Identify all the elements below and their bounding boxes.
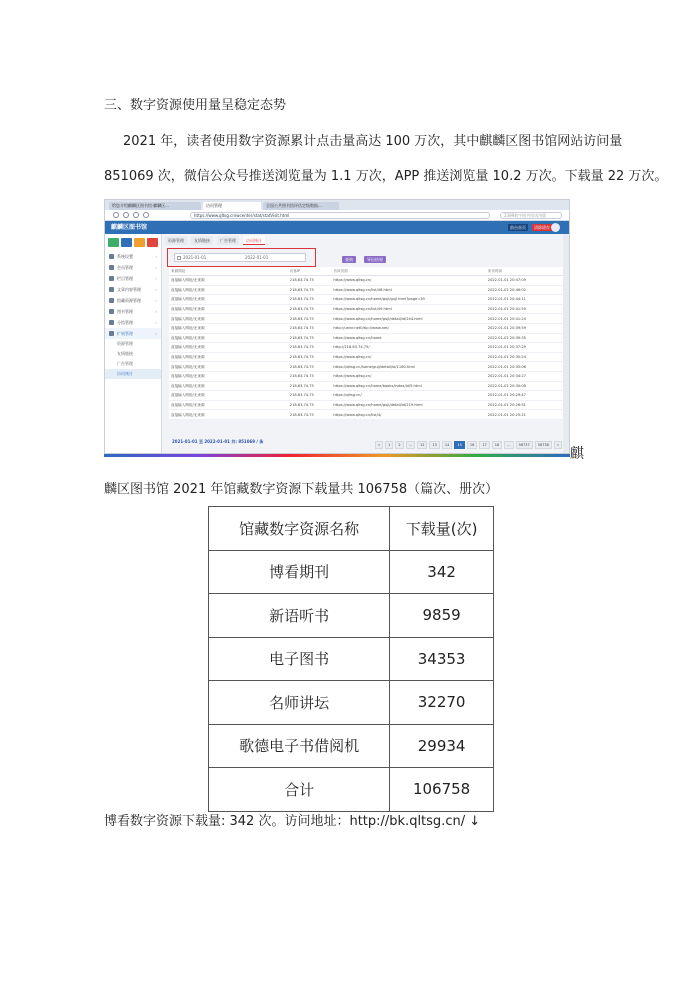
log-cell-src: 直接输入网址/无来源 — [169, 343, 288, 353]
table-row — [169, 323, 565, 333]
chevron-icon: › — [155, 287, 157, 292]
menu-icon — [109, 331, 114, 336]
log-cell-ip: 218.63.74.75 — [288, 400, 332, 410]
menu-icon — [109, 287, 114, 292]
page-link[interactable]: 13 — [429, 441, 439, 449]
chevron-icon: › — [155, 265, 157, 270]
section-heading: 三、数字资源使用量呈稳定态势 — [104, 98, 287, 113]
caption-tail: 麒 — [570, 446, 584, 462]
sidebar-item-label: 文章内容管理 — [117, 287, 141, 292]
download-count: 9859 — [390, 594, 494, 638]
log-cell-ip: 218.63.74.75 — [288, 304, 332, 314]
download-count: 32270 — [390, 681, 494, 725]
sidebar-item-label: 馆藏资源管理 — [117, 298, 141, 303]
download-count: 342 — [390, 550, 494, 594]
sidebar-item[interactable] — [105, 273, 161, 284]
page-link[interactable]: 1 — [385, 441, 393, 449]
page-link[interactable]: 17 — [479, 441, 489, 449]
log-cell-page[interactable]: https://www.qltsg.cn/home — [331, 333, 485, 343]
log-cell-src: 直接输入网址/无来源 — [169, 333, 288, 343]
page-link[interactable]: 2 — [395, 441, 403, 449]
section-tab[interactable]: 资源管理 — [165, 236, 187, 245]
quick-icon-red[interactable] — [147, 238, 158, 247]
log-cell-ip: 218.63.74.75 — [288, 276, 332, 286]
log-cell-time: 2022-01-01 20:26:51 — [486, 400, 565, 410]
log-cell-page[interactable]: https://www.qltsg.cn/list/46.html — [331, 285, 485, 295]
log-cell-time: 2022-01-01 20:41:50 — [486, 304, 565, 314]
page-link[interactable]: « — [375, 441, 383, 449]
export-button[interactable]: 导出结果 — [364, 256, 386, 263]
table-row — [169, 352, 565, 362]
menu-icon — [109, 298, 114, 303]
sidebar-item[interactable] — [105, 306, 161, 317]
sidebar-item[interactable] — [105, 328, 161, 339]
date-range-highlight — [167, 248, 316, 267]
sidebar-item[interactable] — [105, 262, 161, 273]
table-row — [209, 768, 494, 812]
log-cell-src: 直接输入网址/无来源 — [169, 371, 288, 381]
clear-cache-button[interactable]: 清除缓存 — [534, 225, 550, 230]
table-row — [169, 362, 565, 372]
log-cell-page[interactable]: http://218.63.74.75/ — [331, 343, 485, 353]
browser-tab-2[interactable]: 访问管理 — [203, 202, 261, 210]
quick-icon-orange[interactable] — [134, 238, 145, 247]
page-link[interactable]: ... — [406, 441, 415, 449]
footer-line: 博看数字资源下载量: 342 次。访问地址：http://bk.qltsg.cn/ ↓ — [104, 814, 481, 829]
front-page-button[interactable]: 前台首页 — [510, 225, 526, 230]
log-cell-time: 2022-01-01 20:37:29 — [486, 343, 565, 353]
chevron-icon: › — [155, 320, 157, 325]
log-cell-page[interactable]: https://www.qltsg.cn/home/guji/detail/id/244.html — [331, 314, 485, 324]
address-bar[interactable]: https://www.qltsg.cn/wcenter/stat/statVisit.html — [190, 212, 490, 219]
download-count: 29934 — [390, 724, 494, 768]
section-tabs — [165, 236, 265, 245]
sidebar-item[interactable] — [105, 317, 161, 328]
page-link[interactable]: 16 — [467, 441, 477, 449]
visit-log-table — [169, 267, 565, 420]
log-cell-page[interactable]: https://qltsg.cn/home/guji/detail/id/1160.html — [331, 362, 485, 372]
table-row — [169, 410, 565, 420]
app-header — [105, 221, 569, 234]
table-row — [209, 594, 494, 638]
log-column-header: 来访时间 — [486, 267, 565, 276]
chevron-icon: › — [155, 309, 157, 314]
log-cell-page[interactable]: https://www.qltsg.cn/ — [331, 276, 485, 286]
log-cell-time: 2022-01-01 20:47:09 — [486, 276, 565, 286]
log-cell-src: 直接输入网址/无来源 — [169, 362, 288, 372]
chevron-icon: › — [155, 276, 157, 281]
log-cell-time: 2022-01-01 20:34:27 — [486, 371, 565, 381]
log-cell-ip: 218.63.74.75 — [288, 381, 332, 391]
log-cell-ip: 218.63.74.75 — [288, 371, 332, 381]
log-cell-src: 直接输入网址/无来源 — [169, 304, 288, 314]
app-brand: 麒麟区图书馆 — [111, 224, 148, 231]
paragraph-line-2: 851069 次，微信公众号推送浏览量为 1.1 万次，APP 推送浏览量 10.2 万次。下载量 22 万次。 — [104, 169, 668, 184]
log-cell-src: 直接输入网址/无来源 — [169, 391, 288, 401]
log-cell-src: 直接输入网址/无来源 — [169, 381, 288, 391]
download-count: 34353 — [390, 637, 494, 681]
home-icon[interactable] — [143, 212, 149, 218]
table-row — [209, 637, 494, 681]
log-cell-ip: 218.63.74.75 — [288, 410, 332, 420]
log-cell-ip: 218.63.74.75 — [288, 333, 332, 343]
log-cell-ip: 218.63.74.75 — [288, 352, 332, 362]
sidebar-subitem[interactable]: 访问统计 — [105, 369, 161, 379]
page-link[interactable]: 56738 — [535, 441, 552, 449]
log-cell-ip: 218.63.74.75 — [288, 323, 332, 333]
sidebar-item-label: 栏目管理 — [117, 276, 133, 281]
log-cell-time: 2022-01-01 20:30:08 — [486, 381, 565, 391]
header-name: 馆藏数字资源名称 — [209, 507, 390, 551]
log-cell-page[interactable]: http://ueinr.net0/tip://www.net/ — [331, 323, 485, 333]
chevron-icon: › — [155, 331, 157, 336]
sidebar-item[interactable] — [105, 295, 161, 306]
browser-tab-1[interactable]: 给您介绍麒麟区图书馆·麒麟区... — [109, 202, 201, 210]
page-link[interactable]: 14 — [442, 441, 452, 449]
sidebar — [105, 234, 162, 454]
table-row — [169, 400, 565, 410]
section-tab[interactable]: 广告管理 — [217, 236, 239, 245]
log-cell-ip: 218.63.74.75 — [288, 391, 332, 401]
date-range-input[interactable] — [174, 253, 306, 262]
menu-icon — [109, 309, 114, 314]
download-table — [208, 506, 494, 812]
resource-name: 电子图书 — [209, 637, 390, 681]
sidebar-subitem[interactable]: 广告管理 — [117, 361, 133, 366]
table-row — [169, 295, 565, 305]
calendar-icon — [177, 256, 181, 260]
log-cell-page[interactable]: https://www.qltsg.cn/home/guji/guji.html?page=39 — [331, 295, 485, 305]
resource-name: 名师讲坛 — [209, 681, 390, 725]
quick-icons — [105, 234, 161, 251]
section-tab[interactable]: 访问统计 — [243, 236, 265, 245]
table-row — [169, 381, 565, 391]
log-cell-ip: 218.63.74.75 — [288, 343, 332, 353]
log-cell-time: 2022-01-01 20:39:59 — [486, 323, 565, 333]
page-link[interactable]: 12 — [417, 441, 427, 449]
quick-icon-blue[interactable] — [121, 238, 132, 247]
log-cell-src: 直接输入网址/无来源 — [169, 400, 288, 410]
browser-tab-bar — [105, 200, 569, 210]
sidebar-item-label: 系统设置 — [117, 254, 133, 259]
reload-icon[interactable] — [133, 212, 139, 218]
back-icon[interactable] — [113, 212, 119, 218]
table-row — [169, 304, 565, 314]
log-cell-src: 直接输入网址/无来源 — [169, 352, 288, 362]
taskbar-strip — [104, 454, 570, 457]
table-row — [169, 391, 565, 401]
table-row — [169, 314, 565, 324]
log-cell-page[interactable]: https://qltsg.cn/ — [331, 391, 485, 401]
sidebar-item[interactable] — [105, 251, 161, 262]
log-cell-src: 直接输入网址/无来源 — [169, 323, 288, 333]
page-link[interactable]: ... — [504, 441, 513, 449]
log-column-header: 访问页面 — [331, 267, 485, 276]
sidebar-item-label: 会员管理 — [117, 265, 133, 270]
table-row — [169, 371, 565, 381]
log-cell-time: 2022-01-01 20:44:11 — [486, 295, 565, 305]
table-header-row — [209, 507, 494, 551]
header-count: 下载量(次) — [390, 507, 494, 551]
download-count: 106758 — [390, 768, 494, 812]
log-cell-page[interactable]: https://www.qltsg.cn/list/49.html — [331, 304, 485, 314]
log-cell-time: 2022-01-01 20:46:02 — [486, 285, 565, 295]
resource-name: 合计 — [209, 768, 390, 812]
page-link[interactable]: 15 — [454, 441, 464, 449]
sidebar-item-label: 图书管理 — [117, 309, 133, 314]
sidebar-item[interactable] — [105, 284, 161, 295]
log-cell-src: 直接输入网址/无来源 — [169, 314, 288, 324]
date-to: 2022-01-01 — [245, 255, 269, 260]
log-cell-page[interactable]: https://www.qltsg.cn/home/guji/detail/id/219.html — [331, 400, 485, 410]
log-cell-page[interactable]: https://www.qltsg.cn/home/books/index/id/5.html — [331, 381, 485, 391]
table-caption: 麟区图书馆 2021 年馆藏数字资源下载量共 106758（篇次、册次） — [104, 482, 499, 497]
table-row — [209, 724, 494, 768]
menu-icon — [109, 254, 114, 259]
page-link[interactable]: » — [554, 441, 562, 449]
menu-icon — [109, 276, 114, 281]
log-cell-time: 2022-01-01 20:41:24 — [486, 314, 565, 324]
sidebar-subitem[interactable]: 友情链接 — [117, 351, 133, 356]
section-tab[interactable]: 友情链接 — [191, 236, 213, 245]
log-cell-ip: 218.63.74.75 — [288, 362, 332, 372]
menu-icon — [109, 265, 114, 270]
log-cell-page[interactable]: https://www.qltsg.cn/ — [331, 371, 485, 381]
quick-icon-green[interactable] — [108, 238, 119, 247]
sidebar-subitem[interactable]: 资源管理 — [117, 341, 133, 346]
log-cell-src: 直接输入网址/无来源 — [169, 410, 288, 420]
log-cell-src: 直接输入网址/无来源 — [169, 276, 288, 286]
sidebar-item-label: 扩展管理 — [117, 331, 133, 336]
page-link[interactable]: 56737 — [516, 441, 533, 449]
table-row — [169, 343, 565, 353]
log-column-header: 来源网址 — [169, 267, 288, 276]
scrollbar[interactable] — [563, 234, 569, 454]
resource-name: 歌德电子书借阅机 — [209, 724, 390, 768]
paragraph-line-1: 2021 年，读者使用数字资源累计点击量高达 100 万次，其中麒麟区图书馆网站访问量 — [123, 134, 623, 149]
table-row — [169, 285, 565, 295]
log-cell-time: 2022-01-01 20:35:24 — [486, 352, 565, 362]
page-link[interactable]: 18 — [492, 441, 502, 449]
log-cell-src: 直接输入网址/无来源 — [169, 285, 288, 295]
browser-search[interactable]: 2399数字图书馆试用版 — [500, 212, 562, 219]
table-row — [169, 333, 565, 343]
pagination — [375, 441, 562, 449]
forward-icon[interactable] — [123, 212, 129, 218]
log-header-row — [169, 267, 565, 276]
menu-icon — [109, 320, 114, 325]
log-cell-time: 2022-01-01 20:35:06 — [486, 362, 565, 372]
log-column-header: 访客IP — [288, 267, 332, 276]
visit-summary: 2021-01-01 至 2022-01-01 共: 851069 / 条 — [172, 439, 264, 444]
table-row — [209, 550, 494, 594]
resource-name: 新语听书 — [209, 594, 390, 638]
sidebar-item-label: 分馆管理 — [117, 320, 133, 325]
resource-name: 博看期刊 — [209, 550, 390, 594]
chevron-icon: › — [155, 254, 157, 259]
chevron-icon: › — [155, 298, 157, 303]
browser-nav-bar — [105, 210, 569, 221]
log-cell-time: 2022-01-01 20:39:35 — [486, 333, 565, 343]
search-button[interactable]: 查询 — [342, 256, 356, 263]
log-cell-src: 直接输入网址/无来源 — [169, 295, 288, 305]
log-cell-ip: 218.63.74.75 — [288, 295, 332, 305]
log-cell-ip: 218.63.74.75 — [288, 314, 332, 324]
admin-screenshot — [104, 199, 570, 454]
avatar[interactable] — [551, 223, 560, 232]
table-row — [209, 681, 494, 725]
log-cell-page[interactable]: https://www.qltsg.cn/list/4/ — [331, 410, 485, 420]
date-from: 2021-01-01 — [183, 255, 207, 260]
log-cell-page[interactable]: https://www.qltsg.cn/ — [331, 352, 485, 362]
log-cell-ip: 218.63.74.75 — [288, 285, 332, 295]
table-row — [169, 276, 565, 286]
log-cell-time: 2022-01-01 20:25:21 — [486, 410, 565, 420]
log-cell-time: 2022-01-01 20:29:47 — [486, 391, 565, 401]
browser-tab-3[interactable]: 全国公共图书馆评估定级数据... — [263, 202, 339, 210]
